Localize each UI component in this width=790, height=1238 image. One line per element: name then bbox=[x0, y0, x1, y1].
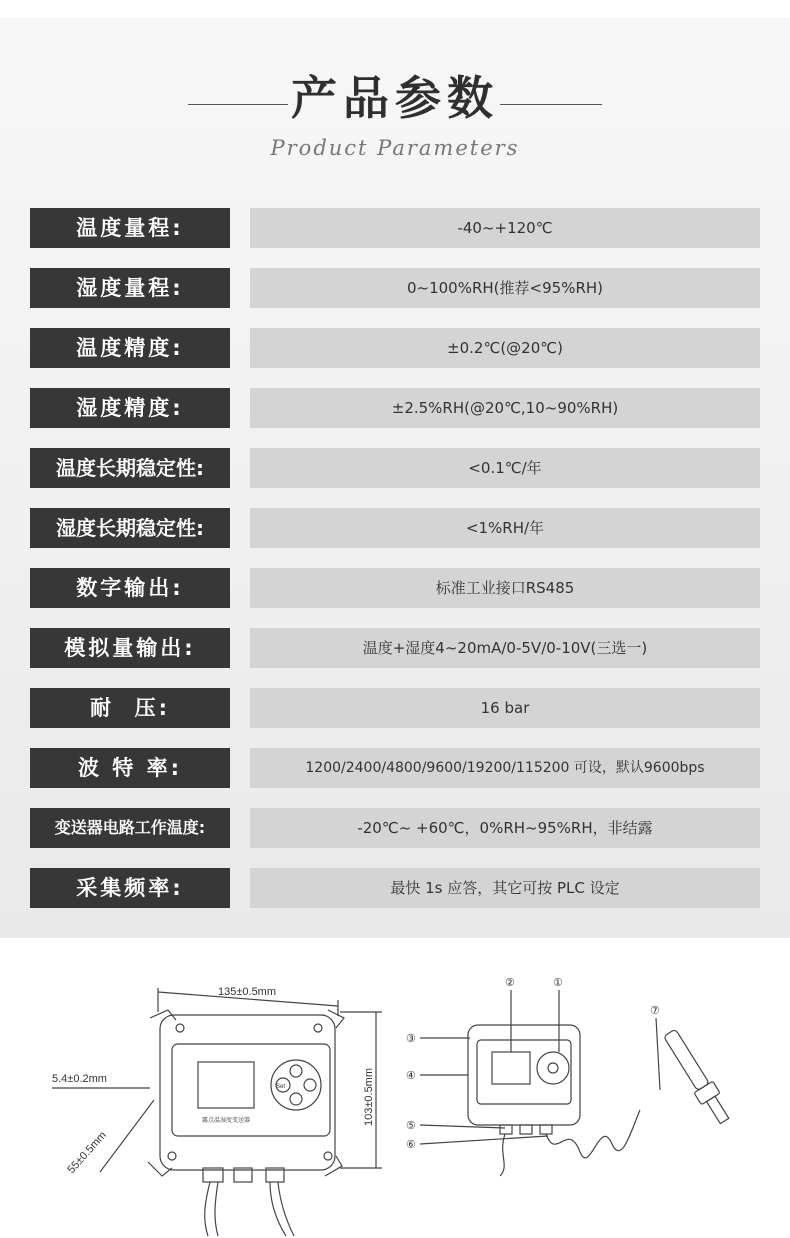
param-row bbox=[30, 208, 760, 248]
page-subtitle: Product Parameters bbox=[270, 136, 520, 160]
device-dimension-diagram bbox=[0, 940, 790, 1238]
set-key-label: Set bbox=[276, 1084, 286, 1090]
param-value: 温度+湿度4~20mA/0-5V/0-10V(三选一) bbox=[250, 628, 760, 668]
callout-4: ④ bbox=[406, 1070, 416, 1082]
param-value: -20℃~ +60℃，0%RH~95%RH，非结露 bbox=[250, 808, 760, 848]
param-label: 湿度长期稳定性: bbox=[30, 508, 230, 548]
param-value: 最快 1s 应答，其它可按 PLC 设定 bbox=[250, 868, 760, 908]
param-value: -40~+120℃ bbox=[250, 208, 760, 248]
param-row bbox=[30, 268, 760, 308]
param-label: 温度量程: bbox=[30, 208, 230, 248]
device-housing-outline bbox=[160, 1015, 335, 1170]
diag-dimension-line bbox=[100, 1100, 154, 1172]
probe-body bbox=[664, 1029, 710, 1091]
param-value: ±0.2℃(@20℃) bbox=[250, 328, 760, 368]
callout-5: ⑤ bbox=[406, 1120, 416, 1132]
param-value: <1%RH/年 bbox=[250, 508, 760, 548]
param-row bbox=[30, 748, 760, 788]
param-label: 耐 压: bbox=[30, 688, 230, 728]
param-row bbox=[30, 328, 760, 368]
param-label: 湿度量程: bbox=[30, 268, 230, 308]
page-title: 产品参数 bbox=[291, 71, 499, 125]
mount-ear-top-left bbox=[150, 1010, 176, 1020]
param-row bbox=[30, 868, 760, 908]
callout-6: ⑥ bbox=[406, 1139, 416, 1151]
param-row bbox=[30, 448, 760, 488]
param-row bbox=[30, 688, 760, 728]
device-name-label: 露点温湿度变送器 bbox=[202, 1118, 251, 1124]
param-label: 湿度精度: bbox=[30, 388, 230, 428]
param-value: 1200/2400/4800/9600/19200/115200 可设，默认9600bps bbox=[250, 748, 760, 788]
probe-cable bbox=[546, 1110, 640, 1158]
callout-7: ⑦ bbox=[650, 1005, 660, 1017]
param-value: 标准工业接口RS485 bbox=[250, 568, 760, 608]
param-value: 0~100%RH(推荐<95%RH) bbox=[250, 268, 760, 308]
mount-ear-bottom-right bbox=[325, 1156, 342, 1176]
callout-3: ③ bbox=[406, 1033, 416, 1045]
cable bbox=[205, 1182, 210, 1236]
callout-2: ① bbox=[553, 977, 563, 989]
param-label: 波 特 率: bbox=[30, 748, 230, 788]
height-dimension-label: 103±0.5mm bbox=[363, 1067, 375, 1126]
param-value: ±2.5%RH(@20℃,10~90%RH) bbox=[250, 388, 760, 428]
param-label: 温度长期稳定性: bbox=[30, 448, 230, 488]
param-row bbox=[30, 628, 760, 668]
param-label: 变送器电路工作温度: bbox=[30, 808, 230, 848]
depth-dimension-label: 5.4±0.2mm bbox=[52, 1073, 107, 1085]
callout-1: ② bbox=[505, 977, 515, 989]
param-label: 温度精度: bbox=[30, 328, 230, 368]
param-label: 数字输出: bbox=[30, 568, 230, 608]
param-row bbox=[30, 568, 760, 608]
param-value: 16 bar bbox=[250, 688, 760, 728]
right-cable-left bbox=[500, 1134, 505, 1176]
diag-dimension-label: 55±0.5mm bbox=[65, 1129, 109, 1177]
param-row bbox=[30, 808, 760, 848]
param-label: 采集频率: bbox=[30, 868, 230, 908]
param-label: 模拟量输出: bbox=[30, 628, 230, 668]
param-row bbox=[30, 508, 760, 548]
param-row bbox=[30, 388, 760, 428]
param-value: <0.1℃/年 bbox=[250, 448, 760, 488]
display-window bbox=[198, 1062, 254, 1108]
width-dimension-label: 135±0.5mm bbox=[218, 986, 277, 998]
